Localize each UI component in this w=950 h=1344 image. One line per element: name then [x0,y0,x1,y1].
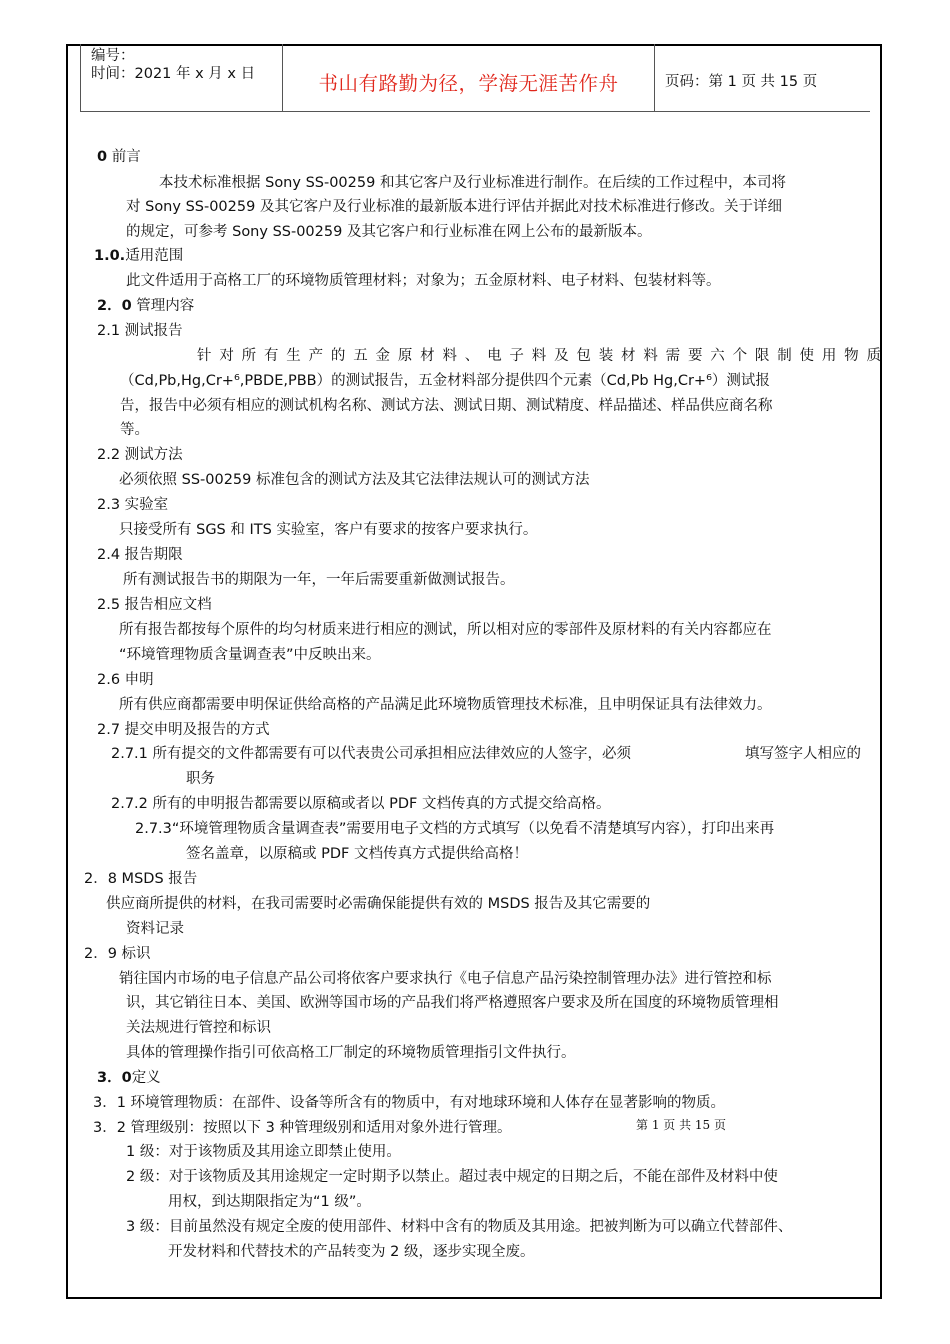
paragraph-line: 对 Sony SS-00259 及其它客户及行业标准的最新版本进行评估并据此对技术标准进行修改。关于详细 [126,199,782,215]
header-info-cell [80,44,283,112]
paragraph-line: 告，报告中必须有相应的测试机构名称、测试方法、测试日期、测试精度、样品描述、样品供应商名称 [120,398,773,414]
paragraph-line: （Cd,Pb,Hg,Cr+⁶,PBDE,PBB）的测试报告，五金材料部分提供四个元素（Cd,Pb Hg,Cr+⁶）测试报 [120,373,770,389]
paragraph-line: 3 级：目前虽然没有规定全废的使用部件、材料中含有的物质及其用途。把被判断为可以确立代替部件、 [126,1219,793,1235]
page-number: 页码：第 1 页 共 15 页 [665,74,818,90]
paragraph-line: 的规定，可参考 Sony SS-00259 及其它客户和行业标准在网上公布的最新版本。 [126,224,652,240]
paragraph-line: 本技术标准根据 Sony SS-00259 和其它客户及行业标准进行制作。在后续的工作过程中，本司将 [159,175,786,191]
paragraph-line: 1 级：对于该物质及其用途立即禁止使用。 [126,1144,401,1160]
paragraph-line: 具体的管理操作指引可依高格工厂制定的环境物质管理指引文件执行。 [126,1045,576,1061]
paragraph-line: 所有报告都按每个原件的均匀材质来进行相应的测试，所以相对应的零部件及原材料的有关内容都应在 [119,622,772,638]
section-heading: 3．0定义 [97,1070,161,1086]
paragraph-line: 职务 [186,771,215,787]
subsection-heading: 2.7 提交申明及报告的方式 [97,722,270,738]
section-heading: 2．0 管理内容 [97,298,195,314]
paragraph-line: 签名盖章，以原稿或 PDF 文档传真方式提供给高格！ [186,846,528,862]
paragraph-line: 2.7.3“环境管理物质含量调查表”需要用电子文档的方式填写（以免看不清楚填写内容），打印出来再 [135,821,775,837]
paragraph-line: 必须依照 SS-00259 标准包含的测试方法及其它法律法规认可的测试方法 [119,472,590,488]
subsection-heading: 2.6 申明 [97,672,154,688]
paragraph-line: 填写签字人相应的 [745,746,861,762]
document-date: 时间：2021 年 x 月 x 日 [91,66,256,82]
motto: 书山有路勤为径，学海无涯苦作舟 [318,72,619,95]
paragraph-line: 识，其它销往日本、美国、欧洲等国市场的产品我们将严格遵照客户要求及所在国度的环境物质管理相 [126,995,779,1011]
paragraph-line: 开发材料和代替技术的产品转变为 2 级，逐步实现全废。 [168,1244,535,1260]
section-heading: 0 前言 [97,149,141,165]
paragraph-line: 资料记录 [126,921,184,937]
paragraph-line: 只接受所有 SGS 和 ITS 实验室，客户有要求的按客户要求执行。 [119,522,538,538]
page-footer-mark: 第 1 页 共 15 页 [636,1118,726,1132]
subsection-heading: 2.3 实验室 [97,497,169,513]
paragraph-line: 所有测试报告书的期限为一年，一年后需要重新做测试报告。 [123,572,515,588]
header-page-cell [655,44,870,112]
subsection-heading: 2．8 MSDS 报告 [84,871,198,887]
paragraph-line: 2 级：对于该物质及其用途规定一定时期予以禁止。超过表中规定的日期之后，不能在部件及材料中使 [126,1169,778,1185]
paragraph-line: 供应商所提供的材料，在我司需要时必需确保能提供有效的 MSDS 报告及其它需要的 [106,896,651,912]
subsection-heading: 2.1 测试报告 [97,323,183,339]
paragraph-line: 3．1 环境管理物质：在部件、设备等所含有的物质中，有对地球环境和人体存在显著影响的物质。 [93,1095,726,1111]
section-heading: 1.0.适用范围 [94,248,184,264]
document-number-label: 编号： [91,48,135,64]
subsection-heading: 2.4 报告期限 [97,547,183,563]
paragraph-line: “环境管理物质含量调查表”中反映出来。 [119,647,381,663]
paragraph-line: 等。 [120,422,149,438]
paragraph-line: 所有供应商都需要申明保证供给高格的产品满足此环境物质管理技术标准，且申明保证具有法律效力。 [119,697,772,713]
paragraph-line: 3．2 管理级别：按照以下 3 种管理级别和适用对象外进行管理。 [93,1120,512,1136]
header-motto-cell [283,44,655,112]
paragraph-line: 销往国内市场的电子信息产品公司将依客户要求执行《电子信息产品污染控制管理办法》进行管控和标 [119,971,772,987]
paragraph-line: 2.7.2 所有的申明报告都需要以原稿或者以 PDF 文档传真的方式提交给高格。 [111,796,611,812]
paragraph-line: 此文件适用于高格工厂的环境物质管理材料；对象为；五金原材料、电子材料、包装材料等。 [126,273,721,289]
subsection-heading: 2.5 报告相应文档 [97,597,212,613]
paragraph-line: 关法规进行管控和标识 [126,1020,271,1036]
paragraph-line: 针对所有生产的五金原材料、电子料及包装材料需要六个限制使用物质 [197,348,881,364]
subsection-heading: 2．9 标识 [84,946,151,962]
paragraph-line: 用权，到达期限指定为“1 级”。 [168,1194,371,1210]
paragraph-line: 2.7.1 所有提交的文件都需要有可以代表贵公司承担相应法律效应的人签字，必须 [111,746,632,762]
document-header [80,44,870,112]
subsection-heading: 2.2 测试方法 [97,447,183,463]
